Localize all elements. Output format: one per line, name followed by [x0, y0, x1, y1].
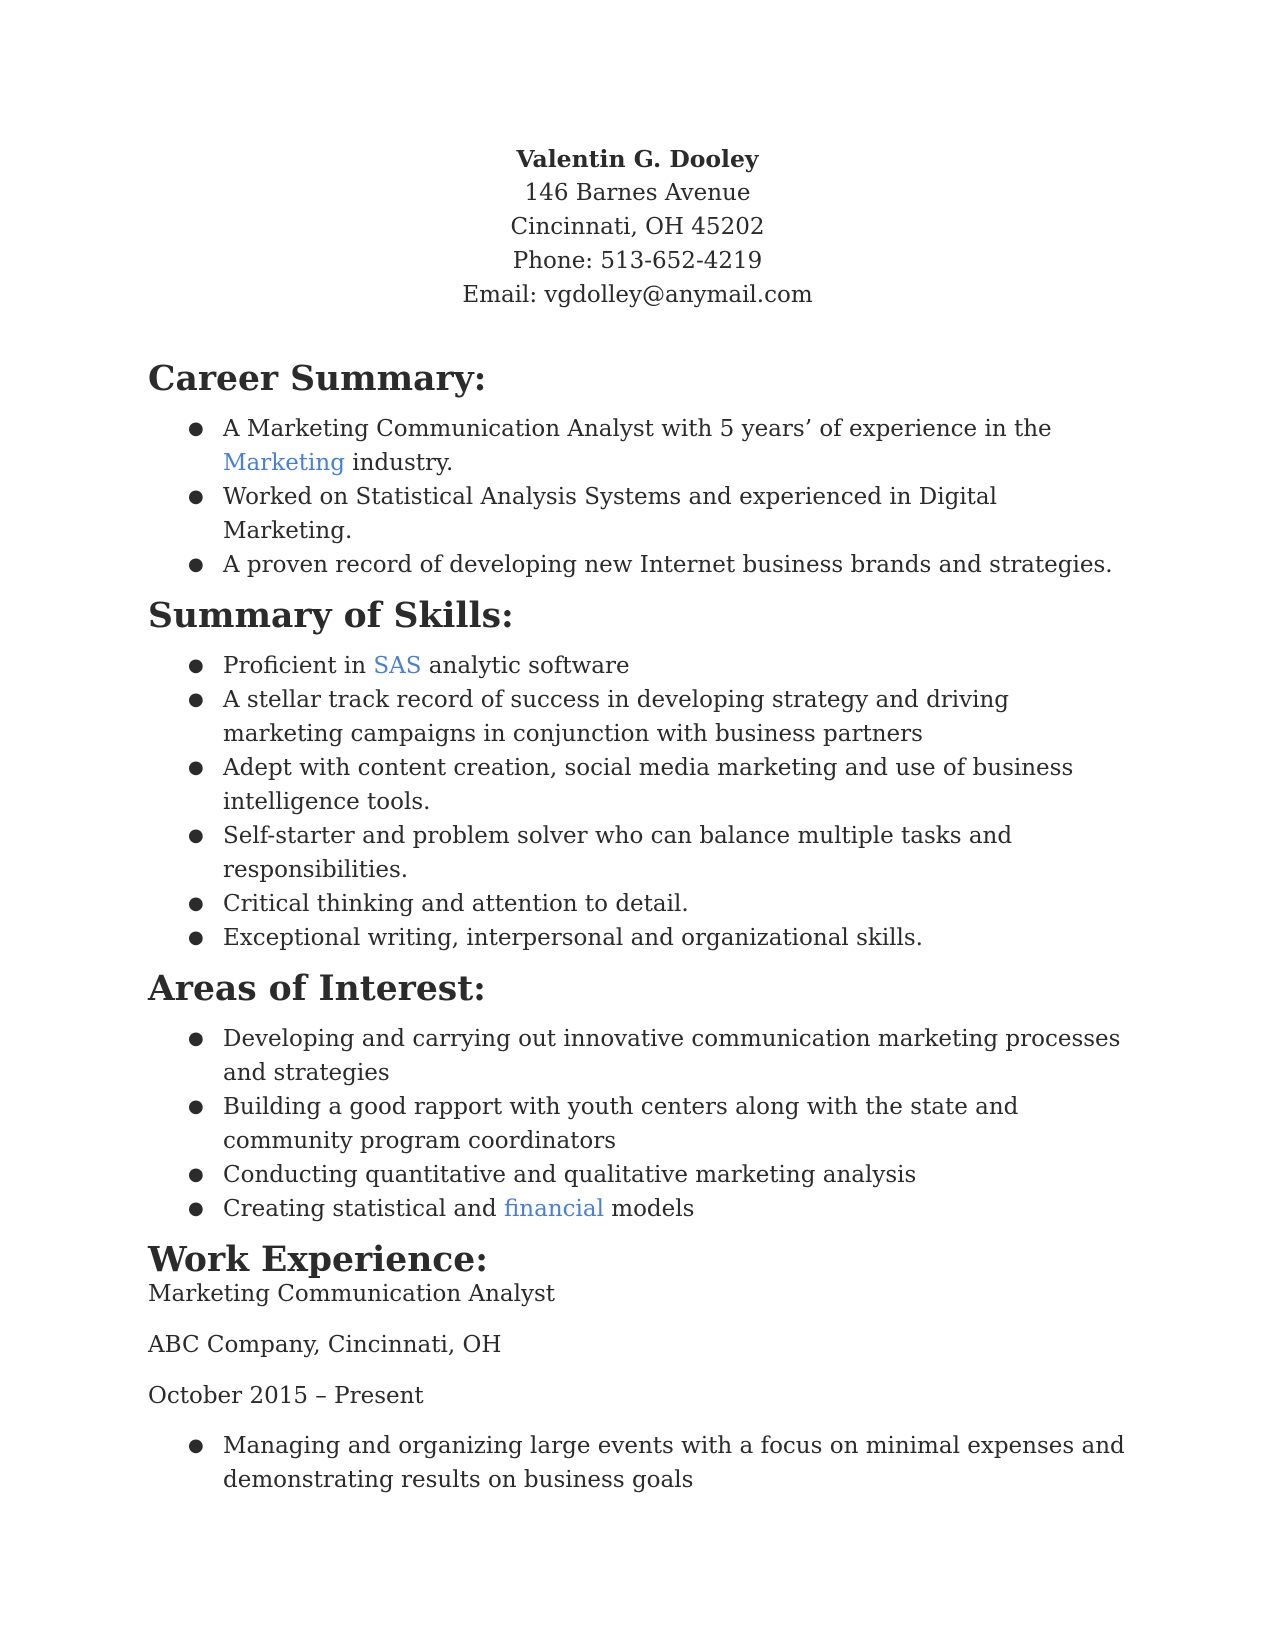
- job-title: Marketing Communication Analyst: [148, 1281, 555, 1307]
- interests-list: [148, 1022, 1128, 1226]
- career-summary-heading: Career Summary:: [148, 359, 487, 399]
- item-text: Developing and carrying out innovative communication marketing processes and strategies: [223, 1026, 1121, 1086]
- item-text: Critical thinking and attention to detail.: [223, 891, 689, 917]
- bullet-icon: ●: [188, 1164, 204, 1185]
- list-item: [148, 1090, 1128, 1158]
- bullet-icon: ●: [188, 757, 204, 778]
- list-item: [148, 412, 1128, 480]
- list-item: [148, 751, 1128, 819]
- bullet-icon: ●: [188, 893, 204, 914]
- phone-number: Phone: 513-652-4219: [512, 248, 763, 274]
- bullet-icon: ●: [188, 1198, 204, 1219]
- item-text: Conducting quantitative and qualitative marketing analysis: [223, 1162, 917, 1188]
- item-text: Managing and organizing large events with a focus on minimal expenses and demonstrating results on business goals: [223, 1433, 1125, 1493]
- bullet-icon: ●: [188, 655, 204, 676]
- list-item: [148, 819, 1128, 887]
- list-item: [148, 1158, 1128, 1192]
- company-location: ABC Company, Cincinnati, OH: [148, 1332, 502, 1358]
- list-item: [148, 480, 1128, 548]
- hyperlink[interactable]: Marketing: [223, 450, 345, 476]
- list-item: [148, 921, 1128, 955]
- item-text: A Marketing Communication Analyst with 5 years’ of experience in the: [223, 416, 1052, 442]
- career-summary-list: [148, 412, 1128, 582]
- bullet-icon: ●: [188, 1028, 204, 1049]
- list-item: [148, 548, 1128, 582]
- list-item: [148, 1429, 1128, 1497]
- item-text: Building a good rapport with youth centers along with the state and community program coordinators: [223, 1094, 1019, 1154]
- item-text: Worked on Statistical Analysis Systems and experienced in Digital Marketing.: [223, 484, 997, 544]
- list-item: [148, 649, 1128, 683]
- bullet-icon: ●: [188, 1435, 204, 1456]
- bullet-icon: ●: [188, 554, 204, 575]
- email-address: Email: vgdolley@anymail.com: [462, 282, 813, 308]
- list-item: [148, 1022, 1128, 1090]
- item-text: Creating statistical and: [223, 1196, 504, 1222]
- item-text: Self-starter and problem solver who can balance multiple tasks and responsibilities.: [223, 823, 1013, 883]
- bullet-icon: ●: [188, 1096, 204, 1117]
- street-address: 146 Barnes Avenue: [524, 180, 751, 206]
- employment-dates: October 2015 – Present: [148, 1383, 424, 1409]
- bullet-icon: ●: [188, 825, 204, 846]
- item-text-continued: models: [603, 1196, 695, 1222]
- list-item: [148, 683, 1128, 751]
- applicant-name: Valentin G. Dooley: [516, 145, 759, 173]
- bullet-icon: ●: [188, 418, 204, 439]
- city-state-zip: Cincinnati, OH 45202: [510, 214, 765, 240]
- list-item: [148, 1192, 1128, 1226]
- item-text: Proficient in: [223, 653, 374, 679]
- item-text: A stellar track record of success in developing strategy and driving marketing campaigns in conjunction with business partners: [223, 687, 1010, 747]
- item-text: Exceptional writing, interpersonal and organizational skills.: [223, 925, 923, 951]
- bullet-icon: ●: [188, 689, 204, 710]
- contact-header: [0, 142, 1275, 312]
- item-text: A proven record of developing new Internet business brands and strategies.: [223, 552, 1113, 578]
- work-experience-heading: Work Experience:: [148, 1240, 488, 1280]
- item-text-continued: analytic software: [421, 653, 630, 679]
- item-text-continued: industry.: [344, 450, 454, 476]
- skills-heading: Summary of Skills:: [148, 596, 514, 636]
- hyperlink[interactable]: financial: [503, 1196, 604, 1222]
- resume-page: [148, 142, 1128, 1514]
- interests-heading: Areas of Interest:: [148, 969, 486, 1009]
- work-duties-list: [148, 1429, 1128, 1497]
- bullet-icon: ●: [188, 927, 204, 948]
- bullet-icon: ●: [188, 486, 204, 507]
- hyperlink[interactable]: SAS: [373, 653, 422, 679]
- item-text: Adept with content creation, social media marketing and use of business intelligence tools.: [223, 755, 1074, 815]
- list-item: [148, 887, 1128, 921]
- skills-list: [148, 649, 1128, 955]
